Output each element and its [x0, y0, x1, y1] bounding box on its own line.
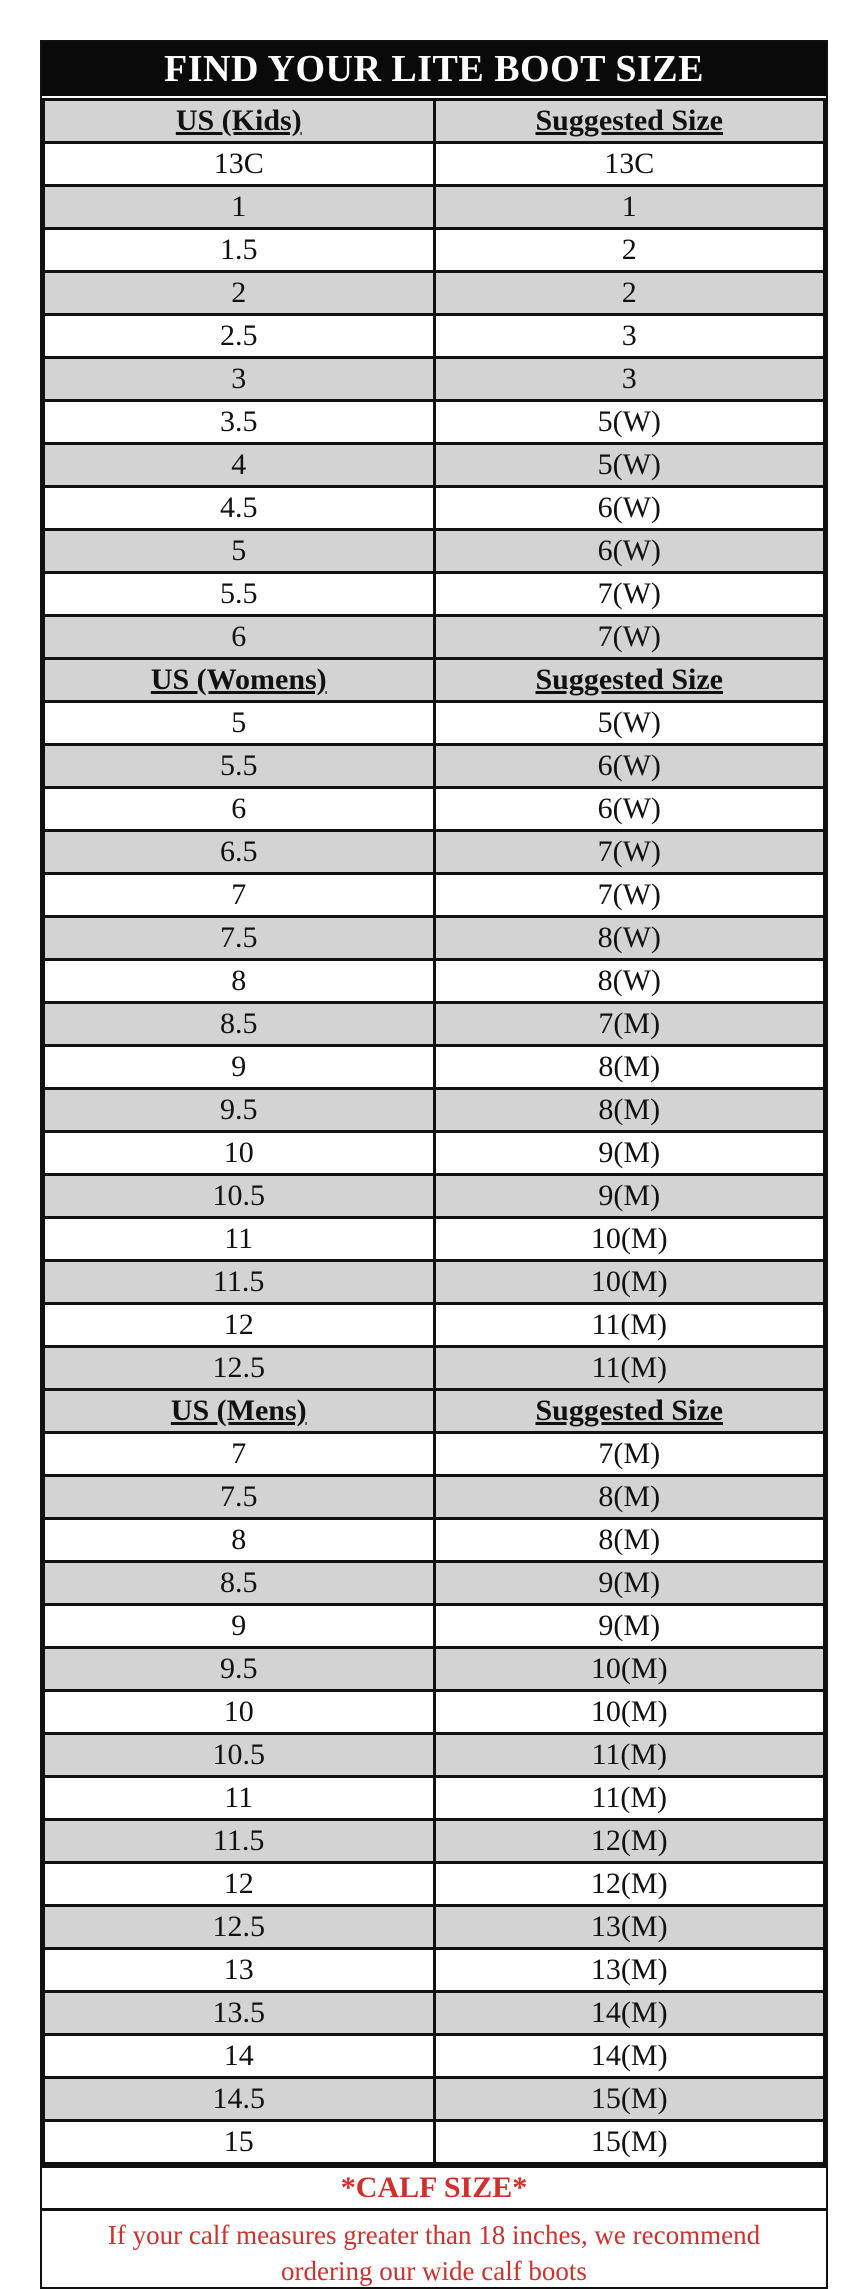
us-size-cell: 11 [44, 1777, 435, 1820]
section-header-row [44, 659, 825, 702]
us-size-cell: 9 [44, 1046, 435, 1089]
suggested-size-cell: 15(M) [434, 2078, 825, 2121]
table-row [44, 917, 825, 960]
us-size-cell: 13 [44, 1949, 435, 1992]
suggested-size-cell: 2 [434, 272, 825, 315]
column-header-suggested-size: Suggested Size [434, 659, 825, 702]
table-row [44, 1863, 825, 1906]
table-row [44, 1175, 825, 1218]
us-size-cell: 5.5 [44, 745, 435, 788]
us-size-cell: 2 [44, 272, 435, 315]
us-size-cell: 7.5 [44, 1476, 435, 1519]
suggested-size-cell: 8(W) [434, 917, 825, 960]
table-row [44, 444, 825, 487]
us-size-cell: 13.5 [44, 1992, 435, 2035]
table-row [44, 1132, 825, 1175]
us-size-cell: 4 [44, 444, 435, 487]
section-header-row [44, 1390, 825, 1433]
us-size-cell: 2.5 [44, 315, 435, 358]
suggested-size-cell: 6(W) [434, 745, 825, 788]
us-size-cell: 5 [44, 702, 435, 745]
us-size-cell: 5.5 [44, 573, 435, 616]
suggested-size-cell: 12(M) [434, 1820, 825, 1863]
suggested-size-cell: 10(M) [434, 1261, 825, 1304]
column-header-us-size: US (Womens) [44, 659, 435, 702]
us-size-cell: 8 [44, 1519, 435, 1562]
calf-size-title: *CALF SIZE* [42, 2165, 826, 2211]
suggested-size-cell: 9(M) [434, 1132, 825, 1175]
suggested-size-cell: 5(W) [434, 702, 825, 745]
table-row [44, 1691, 825, 1734]
us-size-cell: 8 [44, 960, 435, 1003]
table-row [44, 1820, 825, 1863]
table-row [44, 358, 825, 401]
suggested-size-cell: 13C [434, 143, 825, 186]
suggested-size-cell: 11(M) [434, 1304, 825, 1347]
us-size-cell: 8.5 [44, 1003, 435, 1046]
suggested-size-cell: 11(M) [434, 1777, 825, 1820]
table-row [44, 1734, 825, 1777]
table-row [44, 1261, 825, 1304]
table-row [44, 1777, 825, 1820]
table-row [44, 1562, 825, 1605]
us-size-cell: 1.5 [44, 229, 435, 272]
column-header-us-size: US (Mens) [44, 1390, 435, 1433]
us-size-cell: 12.5 [44, 1347, 435, 1390]
us-size-cell: 3.5 [44, 401, 435, 444]
us-size-cell: 15 [44, 2121, 435, 2164]
table-row [44, 745, 825, 788]
table-row [44, 1347, 825, 1390]
us-size-cell: 1 [44, 186, 435, 229]
suggested-size-cell: 6(W) [434, 788, 825, 831]
suggested-size-cell: 12(M) [434, 1863, 825, 1906]
us-size-cell: 11 [44, 1218, 435, 1261]
table-row [44, 1519, 825, 1562]
us-size-cell: 3 [44, 358, 435, 401]
suggested-size-cell: 8(W) [434, 960, 825, 1003]
size-table-body [44, 100, 825, 2164]
table-row [44, 272, 825, 315]
table-row [44, 1433, 825, 1476]
table-row [44, 2121, 825, 2164]
suggested-size-cell: 13(M) [434, 1906, 825, 1949]
table-row [44, 1605, 825, 1648]
table-row [44, 573, 825, 616]
table-row [44, 143, 825, 186]
suggested-size-cell: 13(M) [434, 1949, 825, 1992]
table-row [44, 487, 825, 530]
us-size-cell: 13C [44, 143, 435, 186]
suggested-size-cell: 6(W) [434, 530, 825, 573]
suggested-size-cell: 8(M) [434, 1519, 825, 1562]
us-size-cell: 10 [44, 1691, 435, 1734]
table-row [44, 1476, 825, 1519]
table-row [44, 1992, 825, 2035]
table-row [44, 2035, 825, 2078]
suggested-size-cell: 5(W) [434, 401, 825, 444]
us-size-cell: 11.5 [44, 1820, 435, 1863]
size-table [42, 98, 826, 2165]
table-row [44, 229, 825, 272]
column-header-suggested-size: Suggested Size [434, 100, 825, 143]
section-header-row [44, 100, 825, 143]
us-size-cell: 10.5 [44, 1734, 435, 1777]
us-size-cell: 12 [44, 1863, 435, 1906]
us-size-cell: 7 [44, 874, 435, 917]
table-row [44, 874, 825, 917]
suggested-size-cell: 10(M) [434, 1691, 825, 1734]
table-row [44, 186, 825, 229]
suggested-size-cell: 7(M) [434, 1003, 825, 1046]
column-header-us-size: US (Kids) [44, 100, 435, 143]
suggested-size-cell: 7(M) [434, 1433, 825, 1476]
suggested-size-cell: 11(M) [434, 1734, 825, 1777]
table-row [44, 530, 825, 573]
table-row [44, 1089, 825, 1132]
us-size-cell: 6.5 [44, 831, 435, 874]
suggested-size-cell: 1 [434, 186, 825, 229]
us-size-cell: 7 [44, 1433, 435, 1476]
suggested-size-cell: 9(M) [434, 1605, 825, 1648]
us-size-cell: 6 [44, 788, 435, 831]
table-row [44, 1304, 825, 1347]
suggested-size-cell: 3 [434, 315, 825, 358]
table-row [44, 702, 825, 745]
table-row [44, 1906, 825, 1949]
us-size-cell: 12.5 [44, 1906, 435, 1949]
size-chart [40, 40, 828, 2289]
us-size-cell: 14 [44, 2035, 435, 2078]
suggested-size-cell: 7(W) [434, 573, 825, 616]
us-size-cell: 12 [44, 1304, 435, 1347]
table-row [44, 1003, 825, 1046]
table-row [44, 401, 825, 444]
us-size-cell: 5 [44, 530, 435, 573]
suggested-size-cell: 8(M) [434, 1476, 825, 1519]
suggested-size-cell: 8(M) [434, 1046, 825, 1089]
suggested-size-cell: 6(W) [434, 487, 825, 530]
us-size-cell: 10 [44, 1132, 435, 1175]
us-size-cell: 11.5 [44, 1261, 435, 1304]
suggested-size-cell: 7(W) [434, 616, 825, 659]
us-size-cell: 9 [44, 1605, 435, 1648]
suggested-size-cell: 9(M) [434, 1175, 825, 1218]
us-size-cell: 14.5 [44, 2078, 435, 2121]
table-row [44, 788, 825, 831]
table-row [44, 2078, 825, 2121]
suggested-size-cell: 15(M) [434, 2121, 825, 2164]
us-size-cell: 10.5 [44, 1175, 435, 1218]
table-row [44, 616, 825, 659]
calf-size-note: If your calf measures greater than 18 inches, we recommend ordering our wide calf boots [107, 2220, 761, 2286]
us-size-cell: 6 [44, 616, 435, 659]
suggested-size-cell: 7(W) [434, 874, 825, 917]
suggested-size-cell: 10(M) [434, 1648, 825, 1691]
us-size-cell: 8.5 [44, 1562, 435, 1605]
column-header-suggested-size: Suggested Size [434, 1390, 825, 1433]
us-size-cell: 7.5 [44, 917, 435, 960]
suggested-size-cell: 14(M) [434, 1992, 825, 2035]
table-row [44, 1046, 825, 1089]
suggested-size-cell: 14(M) [434, 2035, 825, 2078]
table-row [44, 315, 825, 358]
suggested-size-cell: 11(M) [434, 1347, 825, 1390]
table-row [44, 1648, 825, 1691]
chart-title: FIND YOUR LITE BOOT SIZE [42, 42, 826, 98]
suggested-size-cell: 9(M) [434, 1562, 825, 1605]
us-size-cell: 9.5 [44, 1648, 435, 1691]
suggested-size-cell: 3 [434, 358, 825, 401]
suggested-size-cell: 8(M) [434, 1089, 825, 1132]
table-row [44, 1949, 825, 1992]
table-row [44, 1218, 825, 1261]
table-row [44, 831, 825, 874]
suggested-size-cell: 2 [434, 229, 825, 272]
suggested-size-cell: 7(W) [434, 831, 825, 874]
suggested-size-cell: 5(W) [434, 444, 825, 487]
suggested-size-cell: 10(M) [434, 1218, 825, 1261]
us-size-cell: 9.5 [44, 1089, 435, 1132]
us-size-cell: 4.5 [44, 487, 435, 530]
table-row [44, 960, 825, 1003]
